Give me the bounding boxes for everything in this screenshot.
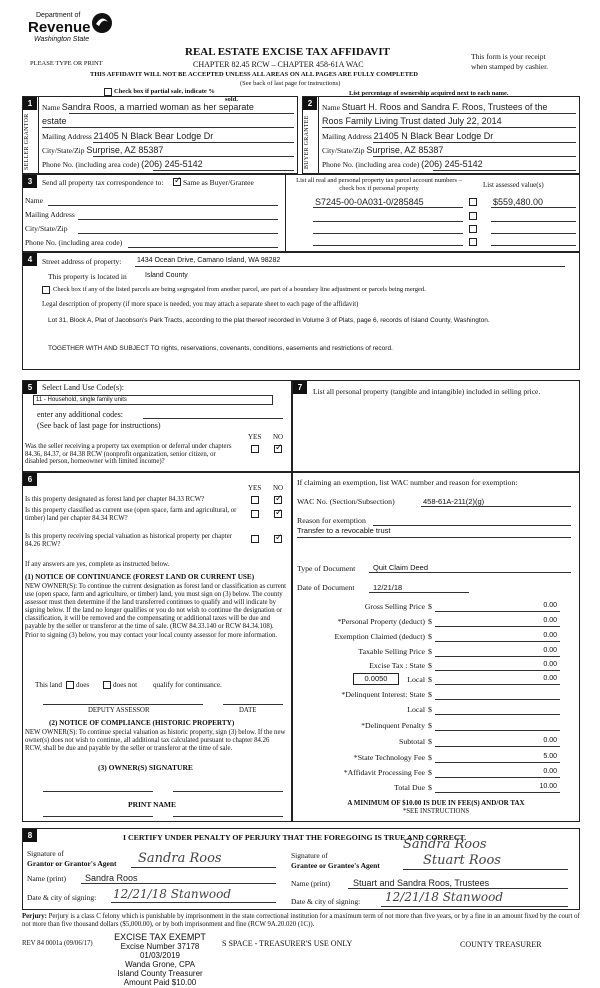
seller-address-field[interactable]: 21405 N Black Bear Lodge Dr <box>93 131 214 141</box>
stamp-excise-number: Excise Number 37178 <box>120 942 200 951</box>
print-name-label: PRINT NAME <box>128 800 176 809</box>
form-chapter: CHAPTER 82.45 RCW – CHAPTER 458-61A WAC <box>193 60 364 69</box>
logo-dept: Department of <box>36 12 81 19</box>
exemption-dollar: $ <box>428 632 432 641</box>
exemption-calc-section <box>292 472 580 822</box>
notice-compliance-title: (2) NOTICE OF COMPLIANCE (HISTORIC PROPERTY) <box>49 719 235 727</box>
total-due-label: Total Due <box>394 783 425 792</box>
receipt-note-2: when stamped by cashier. <box>471 62 549 71</box>
revenue-logo <box>28 12 118 52</box>
deputy-assessor-label: DEPUTY ASSESSOR <box>88 707 150 714</box>
land-does-not-checkbox[interactable] <box>103 681 111 689</box>
buyer-section <box>302 96 580 174</box>
correspondence-section <box>22 174 580 252</box>
forest-no-checkbox[interactable] <box>274 496 282 504</box>
delinquent-local-dollar: $ <box>428 705 432 714</box>
seller-section <box>22 96 298 174</box>
grantee-signature-1[interactable]: Sandra Roos <box>403 837 487 852</box>
section-number-1: 1 <box>23 97 37 110</box>
total-due-value[interactable]: 10.00 <box>539 783 557 790</box>
section-number-2: 2 <box>303 97 317 110</box>
delinquent-local-label: Local <box>407 705 425 714</box>
assessed-value-1[interactable]: $559,480.00 <box>493 197 544 207</box>
notice-continuance-text: NEW OWNER(S): To continue the current designation as forest land or classification as current use (open space, farm and agriculture, or timber) land, you must sign on (3) below. The county assessor must then determine if the land transferred continues to qualify and will indicate by signing below. If the land no longer qualifies or you do not wish to continue the designation or classification, it will be removed and the compensating or additional taxes will be due and payable by the seller or transferor at the time of sale. (RCW 84.33.140 or RCW 84.34.108). Prior to signing (3) below, you may contact your local county assessor for more information. <box>25 583 287 639</box>
sec6-yes-header: YES <box>248 484 262 492</box>
forest-land-section <box>22 472 292 822</box>
current-use-question: Is this property classified as current use (open space, farm and agricultural, or timber) land per chapter 84.34 RCW? <box>25 507 237 522</box>
personal-property-checkbox-3[interactable] <box>469 225 477 233</box>
owner-signature-line-2[interactable] <box>173 791 283 792</box>
perjury-notice <box>22 913 580 929</box>
if-any-yes-text: If any answers are yes, complete as instructed below. <box>25 561 170 568</box>
deputy-assessor-line[interactable] <box>43 704 203 705</box>
penalty-field[interactable] <box>435 730 560 731</box>
taxable-label: Taxable Selling Price <box>358 647 425 656</box>
land-use-seeback: (See back of last page for instructions) <box>37 421 161 430</box>
parcel-header: List all real and personal property tax parcel account numbers – check box if personal property <box>296 177 462 192</box>
see-instructions-note: *SEE INSTRUCTIONS <box>402 808 470 815</box>
legal-description[interactable]: Lot 31, Block A, Plat of Jacobson's Park Tracts, according to the plat thereof recorded in Volume 3 of Plats, page 6, records of Island County, Washington. <box>48 317 490 324</box>
grantee-name-label: Name (print) <box>291 879 330 888</box>
local-dollar: $ <box>428 675 432 684</box>
certification-section <box>22 828 580 910</box>
personal-property-checkbox-1[interactable] <box>469 198 477 206</box>
this-land-label: This land <box>35 681 62 689</box>
assessor-date-line[interactable] <box>223 704 283 705</box>
sec6-no-header: NO <box>273 484 284 492</box>
sec3-phone-field[interactable] <box>128 247 278 248</box>
delinquent-interest-field[interactable] <box>435 699 560 700</box>
delinquent-local-field[interactable] <box>435 714 560 715</box>
seller-city-label: City/State/Zip <box>42 146 85 155</box>
stamp-amount-paid: Amount Paid $10.00 <box>123 978 197 987</box>
historic-no-checkbox[interactable] <box>274 535 282 543</box>
buyer-name-label: Name <box>322 103 340 112</box>
parcel-number-1[interactable]: S7245-00-0A031-0/285845 <box>315 197 424 207</box>
seller-side-label: SELLER GRANTOR <box>24 113 30 171</box>
seller-phone-field[interactable]: (206) 245-5142 <box>141 159 203 169</box>
minimum-due-note: A MINIMUM OF $10.00 IS DUE IN FEE(S) AND/OR TAX <box>347 799 525 807</box>
grantor-name-label: Name (print) <box>27 874 66 883</box>
total-due-dollar: $ <box>428 783 432 792</box>
seller-name-field-2[interactable]: estate <box>42 116 67 126</box>
seeback-text: (See back of last page for instructions) <box>240 80 341 87</box>
historic-question: Is this property receiving special valuation as historical property per chapter 84.26 RCW? <box>25 533 232 548</box>
perjury-text: Perjury is a class C felony which is punishable by imprisonment in the state correctional institution for a maximum term of not more than five years, or by a fine in an amount fixed by the court of not more than five thousand dollars ($5,000.00), or by both imprisonment and fine (RCW 9A.20.020 (1C)). <box>22 913 580 928</box>
buyer-city-field[interactable]: Surprise, AZ 85387 <box>366 145 444 155</box>
buyer-side-label: BUYER GRANTEE <box>304 115 310 169</box>
assessor-date-label: DATE <box>239 707 257 714</box>
grantee-signature-label: Signature of <box>291 851 328 860</box>
seller-name-field[interactable]: Sandra Roos, a married woman as her separate <box>61 102 254 112</box>
partial-sale-checkbox[interactable] <box>104 88 112 96</box>
gross-dollar: $ <box>428 602 432 611</box>
land-does-not-label: does not <box>113 681 138 689</box>
seller-city-field[interactable]: Surprise, AZ 85387 <box>86 145 164 155</box>
together-with-text: TOGETHER WITH AND SUBJECT TO rights, reservations, covenants, conditions, easements and restrictions of record. <box>48 345 393 352</box>
grantor-agent-label: Grantor or Grantor's Agent <box>27 859 117 868</box>
subtotal-dollar: $ <box>428 737 432 746</box>
historic-yes-checkbox[interactable] <box>251 535 259 543</box>
warning-text: THIS AFFIDAVIT WILL NOT BE ACCEPTED UNLESS ALL AREAS ON ALL PAGES ARE FULLY COMPLETED <box>90 71 418 78</box>
gross-value[interactable]: 0.00 <box>543 602 557 609</box>
grantor-name-field[interactable]: Sandra Roos <box>85 873 138 883</box>
section-number-5: 5 <box>23 381 37 394</box>
grantor-date-field[interactable]: 12/21/18 Stanwood <box>113 887 232 901</box>
section-number-7: 7 <box>293 381 307 394</box>
form-title: REAL ESTATE EXCISE TAX AFFIDAVIT <box>185 46 390 58</box>
sec3-address-label: Mailing Address <box>25 210 75 219</box>
located-label: This property is located in <box>48 272 127 281</box>
grantor-signature[interactable]: Sandra Roos <box>138 851 222 866</box>
stamp-treasurer-title: Island County Treasurer <box>117 969 203 978</box>
section-number-8: 8 <box>23 829 37 842</box>
stamp-treasurer-name: Wanda Grone, CPA <box>125 960 195 969</box>
sec5-no-header: NO <box>273 433 284 441</box>
gross-label: Gross Selling Price <box>364 602 425 611</box>
grantor-signature-label: Signature of <box>27 849 64 858</box>
wac-field[interactable]: 458-61A-211(2)(g) <box>423 497 485 506</box>
additional-codes-field[interactable] <box>143 418 283 419</box>
local-value[interactable]: 0.00 <box>543 675 557 682</box>
seller-phone-label: Phone No. (including area code) <box>42 160 140 169</box>
additional-codes-label: enter any additional codes: <box>37 410 123 419</box>
segregated-label: Check box if any of the listed parcels are being segregated from another parcel, are part of a boundary line adjustment or parcels being merged. <box>53 286 426 293</box>
excise-state-value[interactable]: 0.00 <box>543 661 557 668</box>
ownership-note: List percentage of ownership acquired next to each name. <box>349 90 509 97</box>
perjury-label: Perjury: <box>22 913 47 920</box>
tech-fee-label: *State Technology Fee <box>353 753 425 762</box>
local-label: Local <box>407 675 425 684</box>
doc-date-label: Date of Document <box>297 583 355 592</box>
send-correspondence-label: Send all property tax correspondence to: <box>42 178 164 187</box>
doc-type-field[interactable]: Quit Claim Deed <box>373 563 429 572</box>
form-revision: REV 84 0001a (09/06/17) <box>22 940 93 947</box>
current-use-no-checkbox[interactable] <box>274 510 282 518</box>
grantee-date-label: Date & city of signing: <box>291 897 361 906</box>
sec5-yes-header: YES <box>248 433 262 441</box>
treasurer-stamp <box>95 933 225 987</box>
certify-statement: I CERTIFY UNDER PENALTY OF PERJURY THAT THE FOREGOING IS TRUE AND CORRECT. <box>123 833 467 842</box>
seller-name-label: Name <box>42 103 60 112</box>
county-treasurer-label: COUNTY TREASURER <box>460 940 542 949</box>
processing-fee-dollar: $ <box>428 768 432 777</box>
reason-field[interactable]: Transfer to a revocable trust <box>297 526 391 535</box>
stamp-date: 01/03/2019 <box>139 951 181 960</box>
seller-address-label: Mailing Address <box>42 132 92 141</box>
taxable-value[interactable]: 0.00 <box>543 647 557 654</box>
subtotal-label: Subtotal <box>399 737 425 746</box>
print-name-line-2[interactable] <box>173 816 283 817</box>
forest-yes-checkbox[interactable] <box>251 496 259 504</box>
penalty-dollar: $ <box>428 721 432 730</box>
tech-fee-value[interactable]: 5.00 <box>543 753 557 760</box>
section-number-4: 4 <box>23 253 37 266</box>
delinquent-interest-dollar: $ <box>428 690 432 699</box>
buyer-address-label: Mailing Address <box>322 132 372 141</box>
current-use-yes-checkbox[interactable] <box>251 510 259 518</box>
doc-type-label: Type of Document <box>297 564 356 573</box>
notice-continuance-title: (1) NOTICE OF CONTINUANCE (FOREST LAND OR CURRENT USE) <box>25 573 255 581</box>
assessed-header: List assessed value(s) <box>483 181 544 189</box>
receipt-note-1: This form is your receipt <box>471 52 546 61</box>
grantor-date-label: Date & city of signing: <box>27 893 97 902</box>
buyer-phone-label: Phone No. (including area code) <box>322 160 420 169</box>
personal-property-checkbox-2[interactable] <box>469 212 477 220</box>
same-as-buyer-label: Same as Buyer/Grantee <box>183 178 254 187</box>
owner-signature-line-1[interactable] <box>43 791 153 792</box>
sec3-city-label: City/State/Zip <box>25 224 68 233</box>
doc-date-field[interactable]: 12/21/18 <box>373 583 403 592</box>
print-name-line-1[interactable] <box>43 816 153 817</box>
property-section <box>22 252 580 370</box>
sec3-address-field[interactable] <box>78 219 278 220</box>
reason-label: Reason for exemption <box>297 516 366 525</box>
exemption-value[interactable]: 0.00 <box>543 632 557 639</box>
land-use-code-select[interactable]: 11 - Household, single family units <box>33 395 273 405</box>
notice-compliance-text: NEW OWNER(S): To continue special valuation as historic property, sign (3) below. If the new owner(s) does not wish to continue, all additional tax calculated pursuant to chapter 84.26 RCW, shall be due and payable by the seller or transferor at the time of sale. <box>25 729 286 753</box>
penalty-label: *Delinquent Penalty <box>361 721 425 730</box>
sec3-city-field[interactable] <box>78 233 278 234</box>
legal-label: Legal description of property (if more space is needed, you may attach a separate sheet to each page of the affidavit) <box>42 301 359 308</box>
excise-state-label: Excise Tax : State <box>369 661 425 670</box>
sec3-name-field[interactable] <box>48 205 278 206</box>
wac-label: WAC No. (Section/Subsection) <box>297 497 395 506</box>
buyer-address-field[interactable]: 21405 N Black Bear Lodge Dr <box>373 131 494 141</box>
buyer-phone-field[interactable]: (206) 245-5142 <box>421 159 483 169</box>
land-use-section <box>22 380 292 472</box>
land-use-label: Select Land Use Code(s): <box>42 383 124 392</box>
qualify-label: qualify for continuance. <box>153 681 222 689</box>
street-field[interactable]: 1434 Ocean Drive, Camano Island, WA 98282 <box>137 257 281 264</box>
land-does-label: does <box>76 681 90 689</box>
personal-value[interactable]: 0.00 <box>543 617 557 624</box>
partial-sold: sold. <box>225 96 238 103</box>
section-number-3: 3 <box>23 175 37 188</box>
sec3-name-label: Name <box>25 196 43 205</box>
logo-swirl-icon <box>90 12 114 34</box>
street-label: Street address of property: <box>42 257 122 266</box>
grantee-name-field[interactable]: Stuart and Sandra Roos, Trustees <box>353 878 490 888</box>
segregated-checkbox[interactable] <box>42 286 50 294</box>
claim-exemption-label: If claiming an exemption, list WAC number and reason for exemption: <box>297 478 518 487</box>
delinquent-interest-label: *Delinquent Interest: State <box>341 690 425 699</box>
processing-fee-value[interactable]: 0.00 <box>543 768 557 775</box>
exemption-label: Exemption Claimed (deduct) <box>334 632 425 641</box>
excise-state-dollar: $ <box>428 661 432 670</box>
taxable-dollar: $ <box>428 647 432 656</box>
personal-property-text: List all personal property (tangible and intangible) included in selling price. <box>313 387 541 396</box>
seller-exemption-no-checkbox[interactable] <box>274 445 282 453</box>
personal-property-checkbox-4[interactable] <box>469 238 477 246</box>
county-field[interactable]: Island County <box>145 272 188 279</box>
grantee-date-field[interactable]: 12/21/18 Stanwood <box>385 890 504 904</box>
treasurer-use-only: S SPACE - TREASURER'S USE ONLY <box>222 939 353 948</box>
buyer-name-field-2[interactable]: Roos Family Living Trust dated July 22, 2014 <box>322 116 502 126</box>
processing-fee-label: *Affidavit Processing Fee <box>343 768 425 777</box>
partial-sale-label: Check box if partial sale, indicate % <box>114 88 215 95</box>
personal-dollar: $ <box>428 617 432 626</box>
logo-state: Washington State <box>34 36 90 43</box>
local-rate-field[interactable]: 0.0050 <box>353 673 399 685</box>
tech-fee-dollar: $ <box>428 753 432 762</box>
personal-property-section <box>292 380 580 472</box>
land-does-checkbox[interactable] <box>66 681 74 689</box>
personal-label: *Personal Property (deduct) <box>337 617 425 626</box>
seller-exemption-question: Was the seller receiving a property tax exemption or deferral under chapters 84.36, 84.37, or 84.38 RCW (nonprofit organization, senior citizen, or disabled person, homeowner with limited income)? <box>25 443 232 465</box>
seller-exemption-yes-checkbox[interactable] <box>251 445 259 453</box>
sec3-phone-label: Phone No. (including area code) <box>25 238 123 247</box>
buyer-name-field[interactable]: Stuart H. Roos and Sandra F. Roos, Trustees of the <box>341 102 548 112</box>
owner-signature-title: (3) OWNER(S) SIGNATURE <box>98 763 193 772</box>
grantee-agent-label: Grantee or Grantee's Agent <box>291 861 380 870</box>
subtotal-value[interactable]: 0.00 <box>543 737 557 744</box>
stamp-exempt: EXCISE TAX EXEMPT <box>114 932 206 942</box>
section-number-6: 6 <box>23 473 37 486</box>
grantee-signature-2[interactable]: Stuart Roos <box>423 853 501 868</box>
buyer-city-label: City/State/Zip <box>322 146 365 155</box>
same-as-buyer-checkbox[interactable] <box>173 178 181 186</box>
print-note: PLEASE TYPE OR PRINT <box>30 60 103 67</box>
forest-land-question: Is this property designated as forest land per chapter 84.33 RCW? <box>25 496 205 503</box>
logo-revenue: Revenue <box>28 19 91 36</box>
